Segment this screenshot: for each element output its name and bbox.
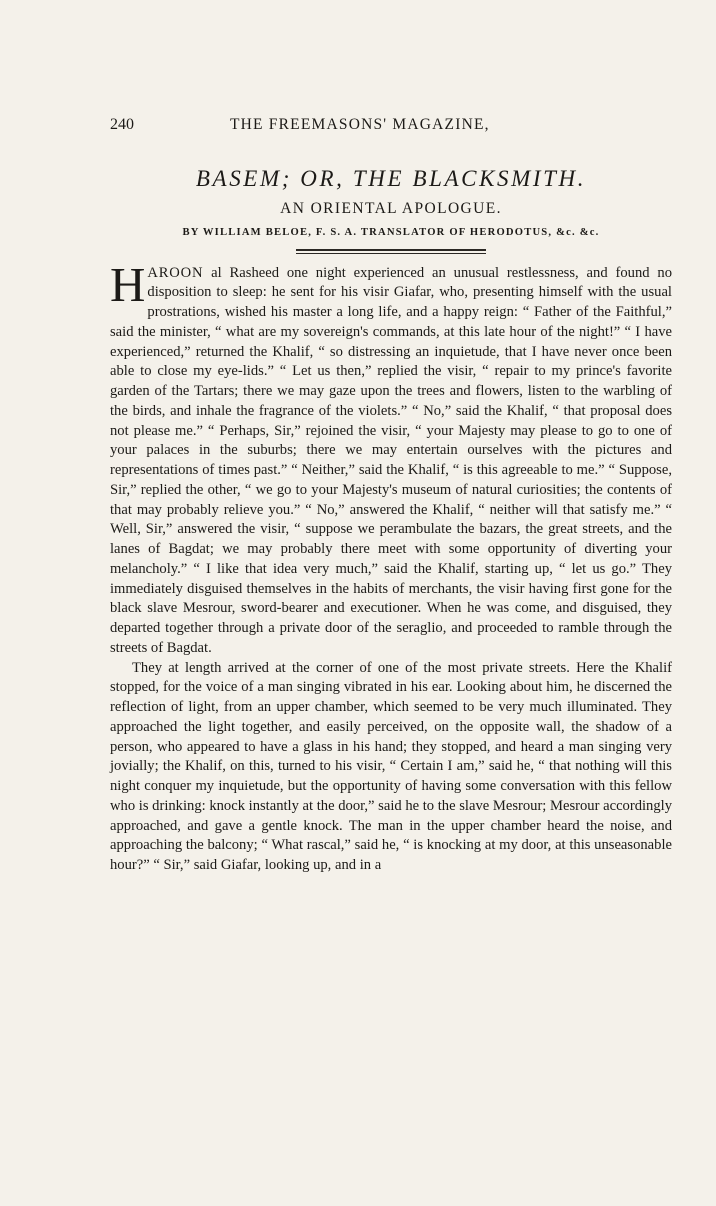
lead-word: AROON: [147, 264, 204, 281]
article-title: BASEM; OR, THE BLACKSMITH.: [195, 166, 587, 191]
drop-cap: H: [110, 256, 146, 312]
page-number: 240: [110, 116, 134, 133]
journal-title: THE FREEMASONS' MAGAZINE,: [230, 116, 490, 133]
running-head: [110, 116, 672, 138]
title-divider: [296, 249, 486, 254]
paragraph-1: [110, 256, 672, 659]
paragraph-2: They at length arrived at the corner of one of the most private streets. Here the Khalif stopped, for the voice of a man singing vibrated in his ear. Looking about him, he discerned the reflection of light, from an upper chamber, which seemed to be very much illuminated. They approached the light together, and easily perceived, on the opposite wall, the shadow of a person, who appeared to have a glass in his hand; they stopped, and heard a man singing very jovially; the Khalif, on this, turned to his visir, “ Certain I am,” said he, “ that nothing will this night conquer my inquietude, but the opportunity of having some conversation with this fellow who is drinking: knock instantly at the door,” said he to the slave Mesrour; Mesrour accordingly approached, and gave a gentle knock. The man in the upper chamber heard the noise, and approaching the balcony; “ What rascal,” said he, “ is knocking at my door, at this unseasonable hour?” “ Sir,” said Giafar, looking up, and in a: [110, 659, 672, 873]
article-subtitle: AN ORIENTAL APOLOGUE.: [280, 200, 502, 217]
article-body: [110, 256, 672, 876]
article-byline: BY WILLIAM BELOE, F. S. A. TRANSLATOR OF HERODOTUS, &c. &c.: [182, 226, 600, 238]
paragraph-1-text: al Rasheed one night experienced an unusual restlessness, and found no disposition to sleep: he sent for his visir Giafar, who, presenting himself with the usual prostrations, wished his master a long life, and a happy reign: “ Father of the Faithful,” said the minister, “ what are my sovereign's commands, at this late hour of the night!” “ I have experienced,” returned the Khalif, “ so distressing an inquietude, that I have never once been able to close my eye-lids.” “ Let us then,” replied the visir, “ repair to my prince's favorite garden of the Tartars; there we may gaze upon the trees and flowers, listen to the warbling of the birds, and inhale the fragrance of the violets.” “ No,” said the Khalif, “ that proposal does not please me.” “ Perhaps, Sir,” rejoined the visir, “ your Majesty may please to go to one of your palaces in the suburbs; there we may entertain ourselves with the pictures and representations of times past.” “ Neither,” said the Khalif, “ is this agreeable to me.” “ Suppose, Sir,” replied the other, “ we go to your Majesty's museum of natural curiosities; the contents of that may probably relieve you.” “ No,” answered the Khalif, “ neither will that satisfy me.” “ Well, Sir,” answered the visir, “ suppose we perambulate the bazars, the great streets, and the lanes of Bagdat; we may probably there meet with some opportunity of diverting your melancholy.” “ I like that idea very much,” said the Khalif, starting up, “ let us go.” They immediately disguised themselves in the habits of merchants, the visir having first gone for the black slave Mesrour, sword-bearer and executioner. When he was come, and disguised, they departed together through a private door of the seraglio, and proceeded to ramble through the streets of Bagdat.: [110, 264, 672, 656]
